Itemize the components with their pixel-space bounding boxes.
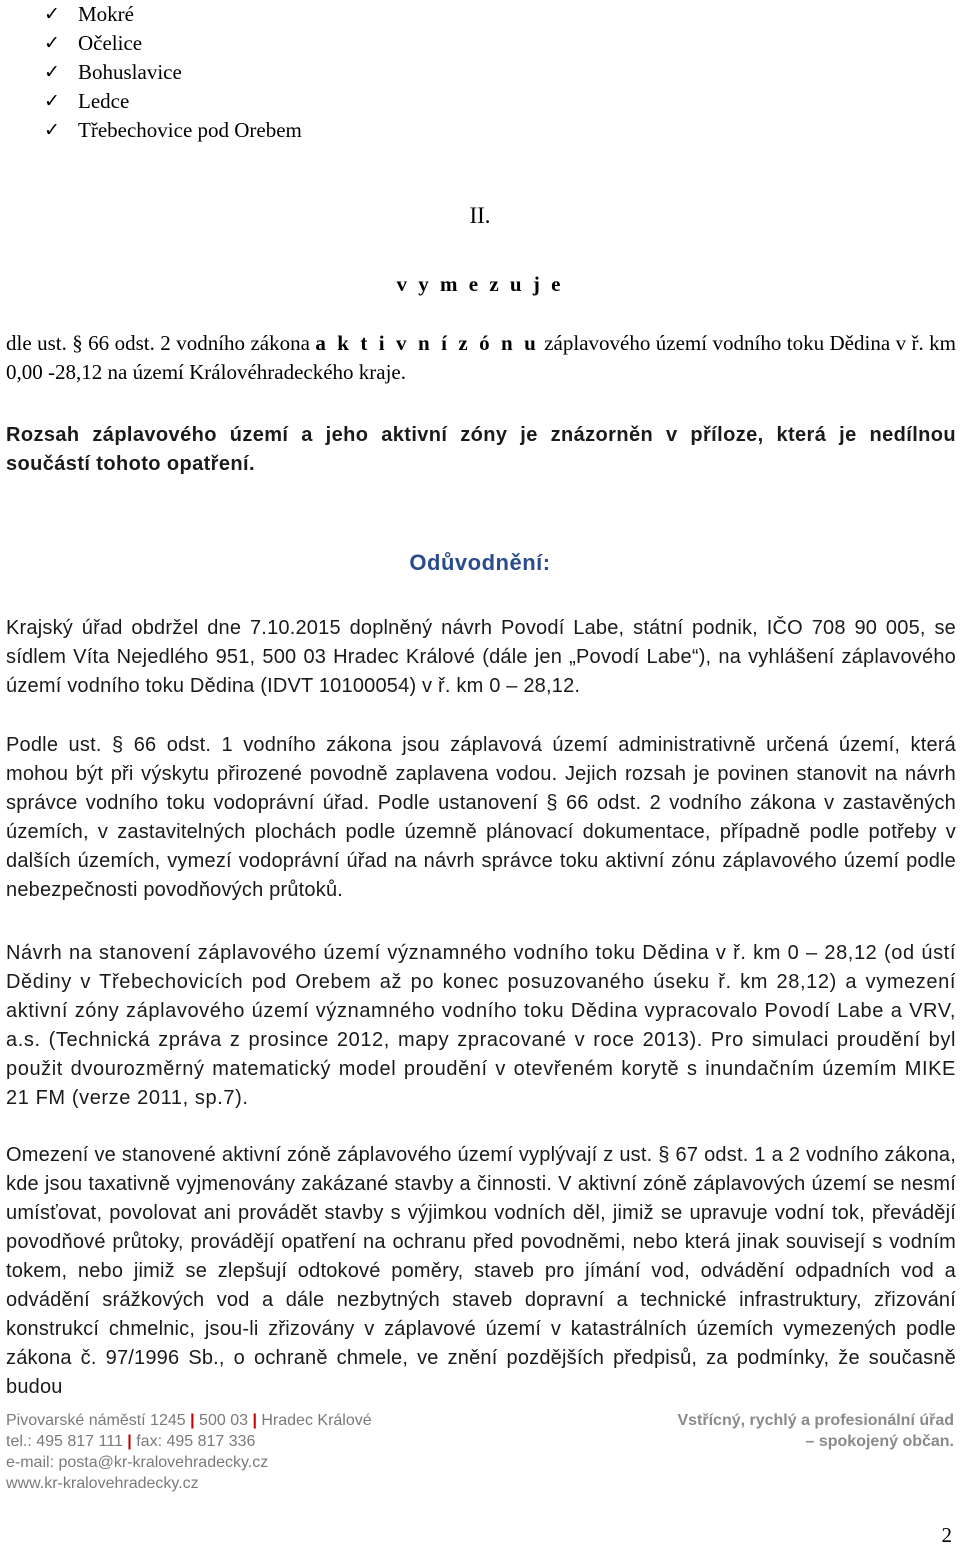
slogan-line-2: – spokojený občan.	[805, 1433, 954, 1450]
paragraph-model: Návrh na stanovení záplavového území významného vodního toku Dědina v ř. km 0 – 28,12 (od ústí Dědiny v Třebechovicích pod Orebem až po konec posuzovaného úseku ř. km 28,12) a vymezení aktivní zóny záplavového území významného vodního toku Dědina vypracovalo Povodí Labe a VRV, a.s. (Technická zpráva z prosince 2012, mapy zpracované v roce 2013). Pro simulaci proudění byl použit dvourozměrný matematický model proudění v otevřeném korytě s inundačním územím MIKE 21 FM (verze 2011, sp.7).	[6, 942, 956, 1109]
footer-fax: fax: 495 817 336	[136, 1433, 256, 1450]
emphasis-text: a k t i v n í z ó n u	[315, 331, 539, 355]
footer-separator: |	[190, 1412, 195, 1429]
text-run: dle ust. § 66 odst. 2 vodního zákona	[6, 331, 316, 355]
municipality-list	[44, 0, 302, 145]
footer-website[interactable]: www.kr-kralovehradecky.cz	[6, 1475, 199, 1492]
footer-street: Pivovarské náměstí 1245	[6, 1412, 186, 1429]
checkmark-icon: ✓	[44, 4, 60, 25]
list-item-label: Očelice	[78, 31, 143, 55]
list-item-label: Mokré	[78, 2, 134, 26]
paragraph-extent: Rozsah záplavového území a jeho aktivní zóny je znázorněn v příloze, která je nedílnou součástí tohoto opatření.	[6, 424, 956, 475]
footer-contact	[6, 1410, 372, 1494]
checkmark-icon: ✓	[44, 62, 60, 83]
section-number: II.	[469, 203, 491, 228]
list-item	[44, 116, 302, 145]
list-item	[44, 87, 302, 116]
footer-phones	[6, 1431, 372, 1452]
section-verb: v y m e z u j e	[396, 272, 564, 296]
page-number: 2	[941, 1523, 952, 1547]
list-item-label: Bohuslavice	[78, 60, 182, 84]
slogan-line-1: Vstřícný, rychlý a profesionální úřad	[677, 1412, 954, 1429]
text-run: záplavového území vodního toku Dědina v ř. km 0,00 -28,12 na území Královéhradeckého kraje.	[6, 331, 956, 384]
checkmark-icon: ✓	[44, 120, 60, 141]
footer-address	[6, 1410, 372, 1431]
footer-separator: |	[127, 1433, 132, 1450]
list-item-label: Třebechovice pod Orebem	[78, 118, 302, 142]
paragraph-active-zone	[6, 329, 956, 387]
paragraph-restrictions: Omezení ve stanovené aktivní zóně záplavového území vyplývají z ust. § 67 odst. 1 a 2 vodního zákona, kde jsou taxativně vyjmenovány zakázané stavby a činnosti. V aktivní zóně záplavových území se nesmí umísťovat, povolovat ani provádět stavby s výjimkou vodních děl, jimiž se upravuje vodní tok, převádějí povodňové průtoky, provádějí opatření na ochranu před povodněmi, nebo která jinak souvisejí s vodním tokem, nebo jimiž se zlepšují odtokové poměry, staveb pro jímání vod, odvádění odpadních vod a odvádění srážkových vod a dále nezbytných staveb dopravní a technické infrastruktury, zřizování konstrukcí chmelnic, jsou-li zřizovány v záplavové území v katastrálních územích vymezených podle zákona č. 97/1996 Sb., o ochraně chmele, ve znění pozdějších předpisů, za podmínky, že současně budou	[6, 1144, 956, 1398]
list-item	[44, 58, 302, 87]
section-heading: Odůvodnění:	[409, 550, 551, 575]
list-item	[44, 29, 302, 58]
footer-zip: 500 03	[199, 1412, 248, 1429]
list-item-label: Ledce	[78, 89, 130, 113]
footer-city: Hradec Králové	[261, 1412, 372, 1429]
checkmark-icon: ✓	[44, 91, 60, 112]
list-item	[44, 0, 302, 29]
footer-separator: |	[252, 1412, 257, 1429]
paragraph-legal-basis: Podle ust. § 66 odst. 1 vodního zákona jsou záplavová území administrativně určená území, která mohou být při výskytu přirozené povodně zaplavena vodou. Jejich rozsah je povinen stanovit na návrh správce vodního toku vodoprávní úřad. Podle ustanovení § 66 odst. 2 vodního zákona v zastavěných územích, v zastavitelných plochách podle územně plánovací dokumentace, případně podle potřeby v dalších územích, vymezí vodoprávní úřad na návrh správce toku aktivní zónu záplavového území podle nebezpečnosti povodňových průtoků.	[6, 734, 956, 901]
footer-slogan	[677, 1410, 954, 1452]
checkmark-icon: ✓	[44, 33, 60, 54]
footer-tel: tel.: 495 817 111	[6, 1433, 123, 1450]
footer-email[interactable]: e-mail: posta@kr-kralovehradecky.cz	[6, 1454, 269, 1471]
paragraph-proposal: Krajský úřad obdržel dne 7.10.2015 doplněný návrh Povodí Labe, státní podnik, IČO 708 90 005, se sídlem Víta Nejedlého 951, 500 03 Hradec Králové (dále jen „Povodí Labe“), na vyhlášení záplavového území vodního toku Dědina (IDVT 10100054) v ř. km 0 – 28,12.	[6, 617, 956, 697]
